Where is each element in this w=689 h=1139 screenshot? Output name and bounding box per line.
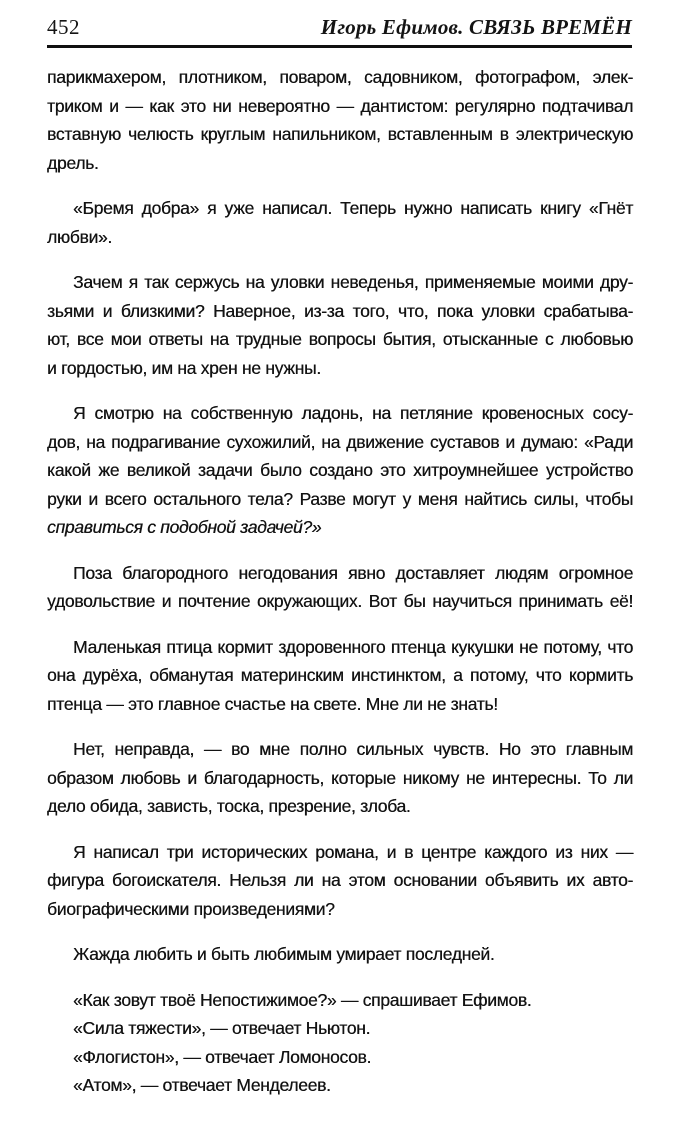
text-line: дрель. bbox=[47, 152, 99, 173]
text-line: зьями и близкими? Наверное, из-за того, что, пока уловки срабатыва- bbox=[47, 300, 633, 321]
paragraph bbox=[47, 399, 633, 542]
text-line: любви». bbox=[47, 226, 112, 247]
paragraph bbox=[47, 268, 633, 382]
paragraph bbox=[47, 940, 633, 969]
text-line: какой же великой задачи было создано это хитроумнейшее устройство bbox=[47, 460, 633, 480]
text-line: справиться с подобной задачей?» bbox=[47, 517, 322, 537]
paragraph bbox=[47, 735, 633, 821]
text-line: Маленькая птица кормит здоровенного птенца кукушки не потому, что bbox=[73, 636, 633, 657]
text-line: Я написал три исторических романа, и в центре каждого из них — bbox=[73, 841, 633, 862]
text-line: триком и — как это ни невероятно — дантистом: регулярно подтачивал bbox=[47, 95, 633, 116]
text-line: она дурёха, обманутая материнским инстинктом, а потому, что кормить bbox=[47, 665, 633, 685]
text-line: «Флогистон», — отвечает Ломоносов. bbox=[73, 1046, 372, 1067]
text-line: биографическими произведениями? bbox=[47, 898, 335, 919]
text-line: удовольствие и почтение окружающих. Вот бы научиться принимать её! bbox=[47, 591, 633, 611]
text-line: Зачем я так сержусь на уловки неведенья, применяемые моими дру- bbox=[73, 272, 633, 292]
text-line: «Сила тяжести», — отвечает Ньютон. bbox=[73, 1018, 371, 1038]
text-line: парикмахером, плотником, поваром, садовником, фотографом, элек- bbox=[47, 67, 633, 87]
text-line: «Как зовут твоё Непостижимое?» — спрашивает Ефимов. bbox=[73, 989, 532, 1010]
running-title: Игорь Ефимов. СВЯЗЬ ВРЕМЁН bbox=[320, 15, 632, 39]
text-line: дело обида, зависть, тоска, презрение, злоба. bbox=[47, 796, 411, 816]
text-line: Жажда любить и быть любимым умирает последней. bbox=[73, 944, 495, 964]
text-line: вставную челюсть круглым напильником, вставленным в электрическую bbox=[47, 124, 633, 144]
page-number: 452 bbox=[47, 15, 80, 39]
text-line: «Бремя добра» я уже написал. Теперь нужно написать книгу «Гнёт bbox=[73, 198, 633, 218]
text-line: «Атом», — отвечает Менделеев. bbox=[73, 1075, 331, 1095]
paragraph bbox=[47, 559, 633, 616]
text-line: образом любовь и благодарность, которые никому не интересны. То ли bbox=[47, 767, 633, 788]
paragraph bbox=[47, 63, 633, 177]
paragraph bbox=[47, 633, 633, 719]
text-line: руки и всего остального тела? Разве могут у меня найтись силы, чтобы bbox=[47, 488, 633, 509]
text-body bbox=[47, 63, 633, 1100]
page-header bbox=[47, 15, 632, 40]
paragraph bbox=[47, 838, 633, 924]
text-line: птенца — это главное счастье на свете. Мне ли не знать! bbox=[47, 693, 498, 714]
paragraph bbox=[47, 194, 633, 251]
text-line: Я смотрю на собственную ладонь, на петляние кровеносных сосу- bbox=[73, 403, 633, 423]
header-rule bbox=[47, 45, 632, 48]
text-line: Нет, неправда, — во мне полно сильных чувств. Но это главным bbox=[73, 739, 633, 759]
text-line: ют, все мои ответы на трудные вопросы бытия, отысканные с любовью bbox=[47, 329, 633, 349]
text-line: фигура богоискателя. Нельзя ли на этом основании объявить их авто- bbox=[47, 870, 633, 890]
text-line: Поза благородного негодования явно доставляет людям огромное bbox=[73, 562, 633, 583]
text-line: дов, на подрагивание сухожилий, на движение суставов и думаю: «Ради bbox=[47, 431, 633, 452]
text-line: и гордостью, им на хрен не нужны. bbox=[47, 357, 321, 378]
paragraph bbox=[47, 986, 633, 1100]
